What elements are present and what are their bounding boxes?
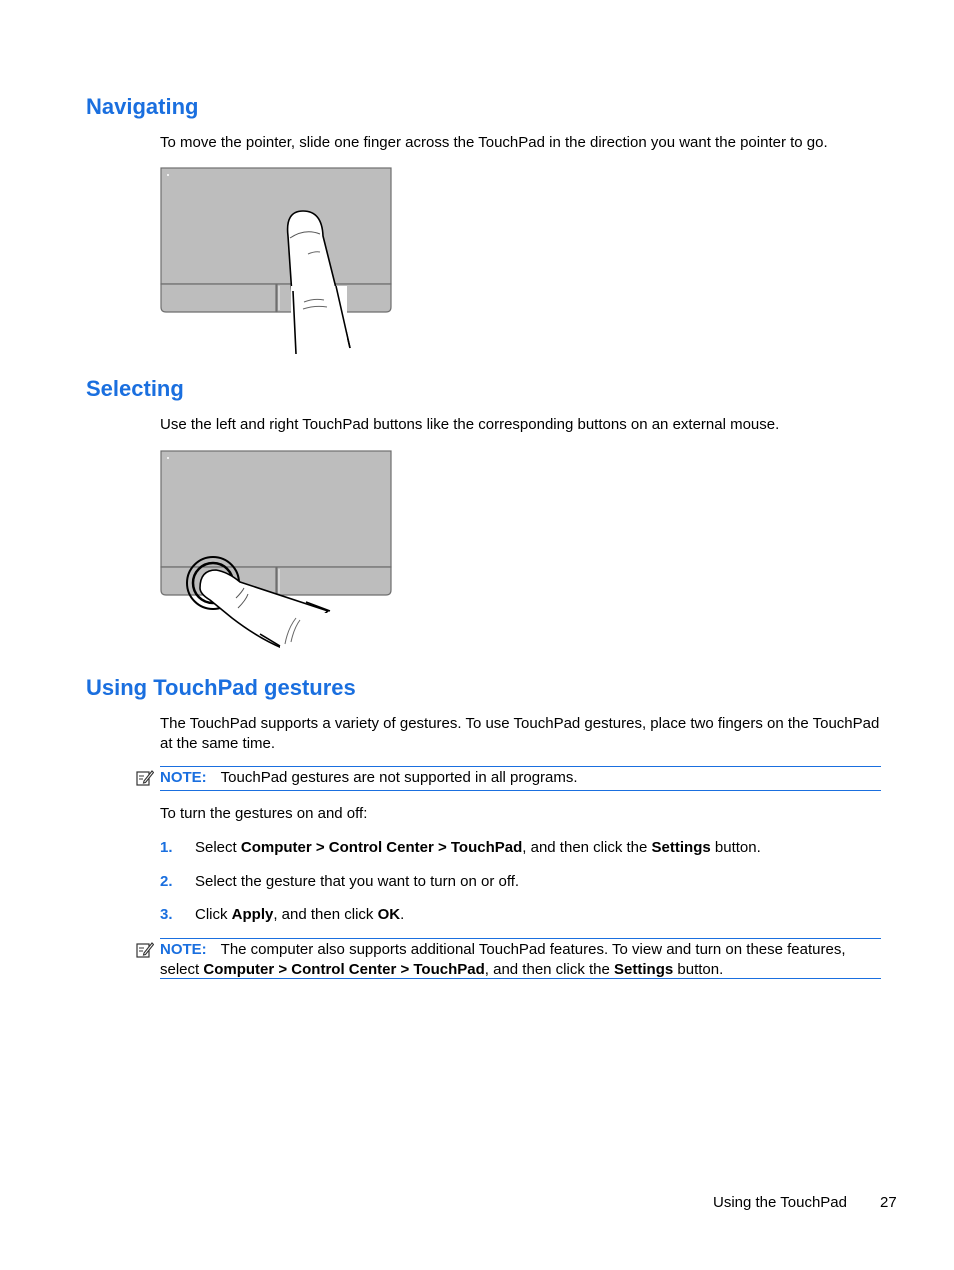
gestures-intro: To turn the gestures on and off: bbox=[160, 805, 368, 822]
note-label: NOTE: bbox=[160, 769, 207, 786]
step-number: 3. bbox=[160, 906, 173, 923]
gestures-text: The TouchPad supports a variety of gestures. To use TouchPad gestures, place two fingers on the TouchPad at the same time. bbox=[160, 715, 880, 752]
navigating-text: To move the pointer, slide one finger across the TouchPad in the direction you want the pointer to go. bbox=[160, 134, 828, 151]
note-additional-features: NOTE: The computer also supports additional TouchPad features. To view and turn on these features, select Computer > Control Center > TouchPad, and then click the Settings button. bbox=[160, 938, 881, 979]
note-text: TouchPad gestures are not supported in all programs. bbox=[220, 769, 578, 786]
heading-navigating: Navigating bbox=[86, 94, 199, 119]
note-pencil-icon bbox=[136, 941, 154, 959]
touchpad-select-illustration bbox=[160, 448, 396, 659]
touchpad-navigate-illustration bbox=[160, 166, 396, 361]
step-text: Select Computer > Control Center > TouchPad, and then click the Settings button. bbox=[195, 839, 761, 856]
note-label: NOTE: bbox=[160, 941, 207, 958]
step-number: 1. bbox=[160, 839, 173, 856]
step-number: 2. bbox=[160, 873, 173, 890]
footer-title: Using the TouchPad bbox=[713, 1194, 847, 1211]
selecting-text: Use the left and right TouchPad buttons like the corresponding buttons on an external mouse. bbox=[160, 416, 780, 433]
note-pencil-icon bbox=[136, 769, 154, 787]
note-gestures-support bbox=[160, 766, 881, 791]
step-text: Select the gesture that you want to turn on or off. bbox=[195, 873, 520, 890]
page-number: 27 bbox=[880, 1194, 897, 1211]
heading-gestures: Using TouchPad gestures bbox=[86, 675, 356, 700]
heading-selecting: Selecting bbox=[86, 376, 184, 401]
step-text: Click Apply, and then click OK. bbox=[195, 906, 405, 923]
